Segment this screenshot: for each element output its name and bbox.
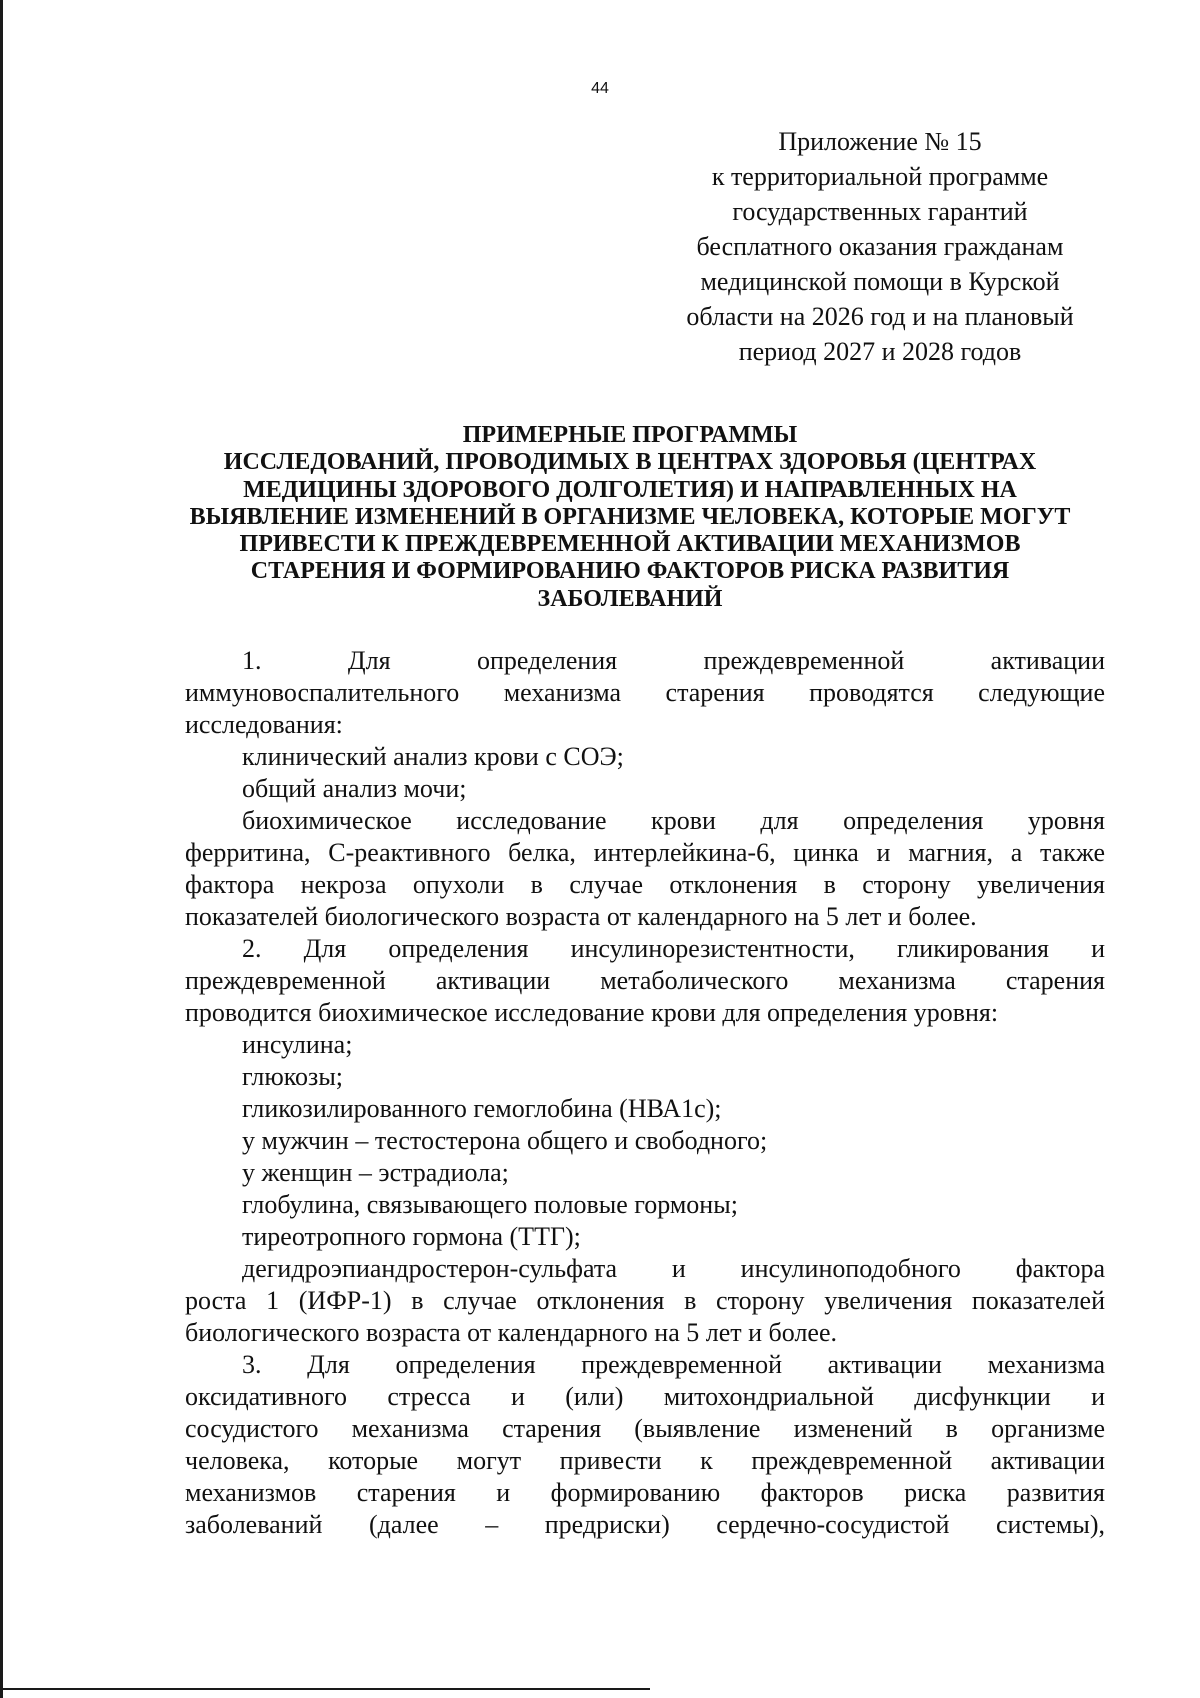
appendix-line: Приложение № 15 <box>778 127 982 156</box>
page-number: 44 <box>591 80 609 97</box>
list-item: глобулина, связывающего половые гормоны; <box>242 1190 738 1219</box>
list-item: гликозилированного гемоглобина (НВА1с); <box>242 1094 722 1123</box>
document-title <box>170 422 1090 613</box>
appendix-line: области на 2026 год и на плановый <box>686 302 1074 331</box>
list-item: биохимическое исследование крови для определения уровня <box>242 806 1105 835</box>
title-line: ПРИВЕСТИ К ПРЕЖДЕВРЕМЕННОЙ АКТИВАЦИИ МЕХАНИЗМОВ <box>239 531 1021 558</box>
list-item: клинический анализ крови с СОЭ; <box>242 742 624 771</box>
appendix-reference <box>640 124 1120 369</box>
title-line: ПРИМЕРНЫЕ ПРОГРАММЫ <box>462 422 798 448</box>
list-item: инсулина; <box>242 1030 353 1059</box>
paragraph-3-line: заболеваний (далее – предриски) сердечно-сосудистой системы), <box>185 1510 1105 1539</box>
paragraph-3-line: сосудистого механизма старения (выявление изменений в организме <box>185 1414 1105 1443</box>
title-line: ВЫЯВЛЕНИЕ ИЗМЕНЕНИЙ В ОРГАНИЗМЕ ЧЕЛОВЕКА, КОТОРЫЕ МОГУТ <box>189 503 1071 530</box>
list-item: у мужчин – тестостерона общего и свободного; <box>242 1126 768 1155</box>
scan-edge-bottom <box>0 1688 650 1690</box>
list-item-continuation: показателей биологического возраста от календарного на 5 лет и более. <box>185 902 977 931</box>
list-item-continuation: фактора некроза опухоли в случае отклонения в сторону увеличения <box>185 870 1105 899</box>
appendix-line: к территориальной программе <box>711 162 1049 191</box>
paragraph-3-line: 3. Для определения преждевременной активации механизма <box>242 1350 1105 1379</box>
list-item-continuation: ферритина, С-реактивного белка, интерлейкина-6, цинка и магния, а также <box>185 838 1105 867</box>
title-line: МЕДИЦИНЫ ЗДОРОВОГО ДОЛГОЛЕТИЯ) И НАПРАВЛЕННЫХ НА <box>243 476 1017 503</box>
appendix-line: медицинской помощи в Курской <box>700 267 1060 296</box>
paragraph-2-line: проводится биохимическое исследование крови для определения уровня: <box>185 998 999 1027</box>
appendix-line: бесплатного оказания гражданам <box>696 232 1064 261</box>
list-item: дегидроэпиандростерон-сульфата и инсулиноподобного фактора <box>242 1254 1105 1283</box>
title-line: ИССЛЕДОВАНИЙ, ПРОВОДИМЫХ В ЦЕНТРАХ ЗДОРОВЬЯ (ЦЕНТРАХ <box>223 449 1037 476</box>
paragraph-3-line: механизмов старения и формированию факторов риска развития <box>185 1478 1105 1507</box>
paragraph-1-line: иммуновоспалительного механизма старения проводятся следующие <box>185 678 1105 707</box>
paragraph-2-line: 2. Для определения инсулинорезистентности, гликирования и <box>242 934 1105 963</box>
title-line: СТАРЕНИЯ И ФОРМИРОВАНИЮ ФАКТОРОВ РИСКА РАЗВИТИЯ <box>250 558 1010 585</box>
list-item-continuation: роста 1 (ИФР-1) в случае отклонения в сторону увеличения показателей <box>185 1286 1105 1315</box>
body-text <box>185 645 1105 1541</box>
paragraph-3-line: оксидативного стресса и (или) митохондриальной дисфункции и <box>185 1382 1105 1411</box>
paragraph-2-line: преждевременной активации метаболического механизма старения <box>185 966 1105 995</box>
title-line: ЗАБОЛЕВАНИЙ <box>537 585 723 612</box>
list-item: общий анализ мочи; <box>242 774 467 803</box>
paragraph-1-line: исследования: <box>185 710 343 739</box>
paragraph-1-line: 1. Для определения преждевременной активации <box>242 646 1105 675</box>
list-item: тиреотропного гормона (ТТГ); <box>242 1222 581 1251</box>
paragraph-3-line: человека, которые могут привести к преждевременной активации <box>185 1446 1105 1475</box>
list-item: у женщин – эстрадиола; <box>242 1158 509 1187</box>
appendix-line: период 2027 и 2028 годов <box>738 337 1022 366</box>
scan-edge-left <box>0 0 3 1698</box>
list-item-continuation: биологического возраста от календарного на 5 лет и более. <box>185 1318 837 1347</box>
appendix-line: государственных гарантий <box>732 197 1028 226</box>
list-item: глюкозы; <box>242 1062 344 1091</box>
